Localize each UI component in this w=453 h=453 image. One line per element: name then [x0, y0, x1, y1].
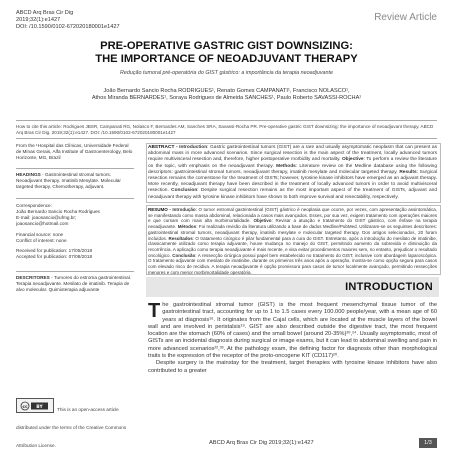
abstract — [148, 145, 437, 201]
descritores-block — [16, 275, 134, 293]
journal-header — [16, 10, 120, 31]
resumo-conclusion-text: : A ressecção cirúrgica possui papel bem estabelecido no tratamento do GIST, inclusive com abordagem laparoscópica. O tratamento adjuvante com mesilato de imatinibe, durante os primeiros três anos após a operação, mostra-se como opção segura para casos com elevado risco de recidiva. A terapia neoadjuvante é opção promissora para casos de tumor localmente avançado, permitindo ressecções menores e com menor morbimortalidade operatória. — [148, 252, 437, 275]
abstract-conclusion-text: : Despite surgical resection remains as the most important aspect of the treatment of GISTs, adjuvant and neoadjuvant therapy with tyrosine kinase inhibitors have shown to both improve survival and resectability, respectively. — [148, 188, 437, 200]
title-line-2: THE IMPORTANCE OF NEOADJUVANT THERAPY — [95, 53, 358, 65]
divider — [16, 120, 437, 121]
correspondence-name: João Bernardo Sancio Rocha Rodrigues — [16, 208, 100, 214]
resumo-objective-label: Objetivo — [253, 218, 272, 224]
svg-text:BY: BY — [36, 404, 43, 410]
correspondence-block — [16, 203, 134, 260]
resumo-objective-text: : Revisar a atuação e tratamento do GIST gástrico, com ênfase na terapia neoadjuvante. — [148, 218, 437, 230]
abstract-results-text: : Surgical resection remains the cornerstone for the treatment of GISTs; however, tyrosine kinase inhibitors have emerged as an adjuvant therapy. More recently, neoadjuvant therapy have been described in the treatment of locally advanced tumors in order to avoid multivisceral resection. — [148, 169, 437, 194]
conflict-of-interest: Conflict of interest: none — [16, 237, 67, 243]
descritores-text: - Tumores do estroma gastrointestinal. Terapia neoadjuvante. Mesilato de imatinib. Terapia de alvo molecular. Quimioterapia adjuvante — [16, 275, 132, 292]
descritores-label: DESCRITORES — [16, 275, 50, 280]
resumo-intro-label: Introdução — [172, 207, 196, 212]
abstract-method-text: : Literature review on the Medline database using the following descriptors: gastrointestinal stromal tumors, neoadjuvant therapy, imatinib mesylate and molecular targeted therapy. — [148, 163, 438, 175]
divider — [16, 168, 134, 169]
introduction-paragraph-2: Despite surgery is the mainstay for the treatment, target therapies with tyrosine kinase inhibitors have also contributed to a greater — [148, 360, 437, 374]
abstract-results-label: Results — [399, 169, 417, 175]
resumo-method-label: Métodos — [177, 224, 197, 230]
resumo-results-label: Resultados — [168, 235, 193, 241]
author-list — [40, 88, 413, 102]
abstract-conclusion-label: Conclusion — [171, 188, 198, 194]
headings-block — [16, 172, 134, 190]
footer-journal: ABCD Arq Bras Cir Dig 2019;32(1):e1427 — [209, 440, 314, 446]
authors-line-2: Athos Miranda BERNARDES¹, Soraya Rodrigues de Almeida SANCHES¹, Paulo Roberto SAVASSI-ROCHA¹ — [91, 95, 362, 102]
resumo-method-text: : Foi realizada revisão da literatura utilizando a base de dados Medline/PubMed. Utilizaram-se os seguintes descritores: gastrointestinal stromal tumors, neoadjuvant therapy, imatinib mesylate e molecular targeted therapy. Dos artigos selecionados, 20 foram incluídos. — [148, 224, 437, 241]
introduction-paragraph-1: he gastrointestinal stromal tumor (GIST) is the most frequent mesenchymal tissue tumor of the gastrointestinal tract, accounting for up to 1 to 1.5 cases every 100.000 people/year, with a mean age of 60 years at diagnosis¹⁶. It originates from the Cajal cells, which are located at the muscle layers of the bowel wall and are involved in peristalsis¹⁹. GIST are also described outside the digestive tract, the most frequent location are the stomach (60% of cases) and the small bowel (around 20-35%)²⁰,²⁴. Usually asymptomatic, most of GISTs are an incidental diagnosis during surgical or image exams, but it can lead to abdominal swelling and pain in more advanced scenarios²²,³³. At the pathology exam, the defining factor for diagnosis other than morphological traits is the expression of the receptor of the proto-oncogene KIT (CD117)²⁰. — [148, 302, 437, 360]
article-subtitle: Redução tumoral pré-operatória do GIST gástrico: a importância da terapia neoadjuvante — [119, 70, 334, 76]
accepted-date: Accepted for publication: 07/08/2018 — [16, 254, 93, 260]
article-title — [20, 40, 433, 66]
abstract-intro-text: : Gastric gastrointestinal tumors (GIST) are a rare and usually asymptomatic neoplasm that can present as abdominal mass in more advanced scenarios. Since surgical resection is the main aspect of the treatment, locally advanced tumors require multivisceral resection and, therefore, higher postoperative morbidity and mortality. — [148, 145, 437, 163]
title-line-1: PRE-OPERATIVE GASTRIC GIST DOWNSIZING: — [100, 40, 353, 52]
headings-text: - Gastrointestinal stromal tumors. Neoadjuvant therapy. Imatinib Mesylate. Molecular targeted therapy. Chemotherapy, adjuvant. — [16, 172, 121, 189]
abstract-objective-text: : To perform a review the literature on the topic, with emphasis on the neoadjuvant therapy. — [148, 157, 437, 169]
abstract-intro-label: Introduction — [179, 145, 208, 150]
introduction-heading: INTRODUCTION — [345, 281, 433, 293]
affiliation: From the ¹Hospital das Clínicas, Universidade Federal de Minas Gerais, Alfa Institute of Gastroenterology, Belo Horizonte, MG, Brazil — [16, 143, 133, 160]
journal-name: ABCD Arq Bras Cir Dig — [16, 10, 74, 16]
journal-issue: 2019;32(1):e1427 — [16, 17, 61, 23]
correspondence-label: Correspondence: — [16, 203, 52, 208]
license-block — [16, 398, 134, 452]
license-text: This is an open-access article distributed under the terms of the Creative Commons Attribution License. — [16, 407, 127, 448]
correspondence-email[interactable]: E-mail: joaosancio@ufmg.br; — [16, 214, 77, 220]
abstract-method-label: Methods — [276, 163, 296, 169]
divider — [16, 138, 437, 139]
resumo-conclusion-label: Conclusão — [172, 252, 196, 258]
drop-cap: T — [148, 300, 161, 322]
cc-icon — [20, 401, 50, 411]
introduction-body — [148, 302, 437, 375]
doi-link[interactable]: DOI: /10.1590/0102-672020180001e1427 — [16, 24, 120, 30]
divider — [16, 271, 134, 272]
resumo — [148, 207, 437, 275]
resumo-intro-text: : O tumor estromal gastrintestinal (GIST) gástrico é neoplasia que ocorre, por vezes, com apresentação assintomática, se manifestando como massa abdominal, relacionada a casos mais avançados. Esses, por sua vez, exigem tratamento com operações maiores e que cursam com mais alta morbimortalidade. — [148, 207, 437, 224]
page-number: 1/3 — [419, 438, 437, 448]
correspondence-email-2[interactable]: joaosancio@hotmail.com — [16, 220, 69, 226]
abstract-label: ABSTRACT - — [148, 145, 180, 150]
resumo-results-text: : O tratamento cirúrgico é pilar fundamental para a cura do GIST. Entretanto, após a introdução do mesilato de imatinibe, classicamente utilizado como terapia adjuvante, houve mudança no manejo do GIST, permitindo aumento da sobrevida e diminuição da recorrência. A aplicação como terapia neoadjuvante é mais recente, e visa evitar procedimentos maiores sem, no entanto, prejudicar o resultado oncológico. — [148, 235, 437, 258]
section-label: Review Article — [374, 12, 437, 23]
svg-text:cc: cc — [22, 404, 28, 410]
abstract-objective-label: Objective — [341, 157, 364, 163]
authors-line-1: João Bernardo Sancio Rocha RODRIGUES¹, Renato Gomes CAMPANATI¹, Francisco NOLASCO¹, — [103, 88, 350, 94]
financial-source: Financial source: none — [16, 231, 64, 237]
divider — [16, 198, 134, 199]
headings-label: HEADINGS — [16, 172, 41, 177]
resumo-label: RESUMO - — [148, 207, 173, 212]
received-date: Received for publication: 17/05/2018 — [16, 248, 93, 254]
cc-by-logo-icon[interactable] — [16, 398, 54, 413]
citation-text: How to cite this article: Rodrigues JBSR, Campanati RG, Nolasco F, Bernardes AM, Sanches SRA, Savassi-Rocha PR. Pre-operative gastric GIST downsizing: the importance of neoadjuvant therapy. ABCD Arq Bras Cir Dig. 2019;32(1):e1427. DOI: /10.1590/0102-672020180001e1427 — [16, 124, 434, 135]
